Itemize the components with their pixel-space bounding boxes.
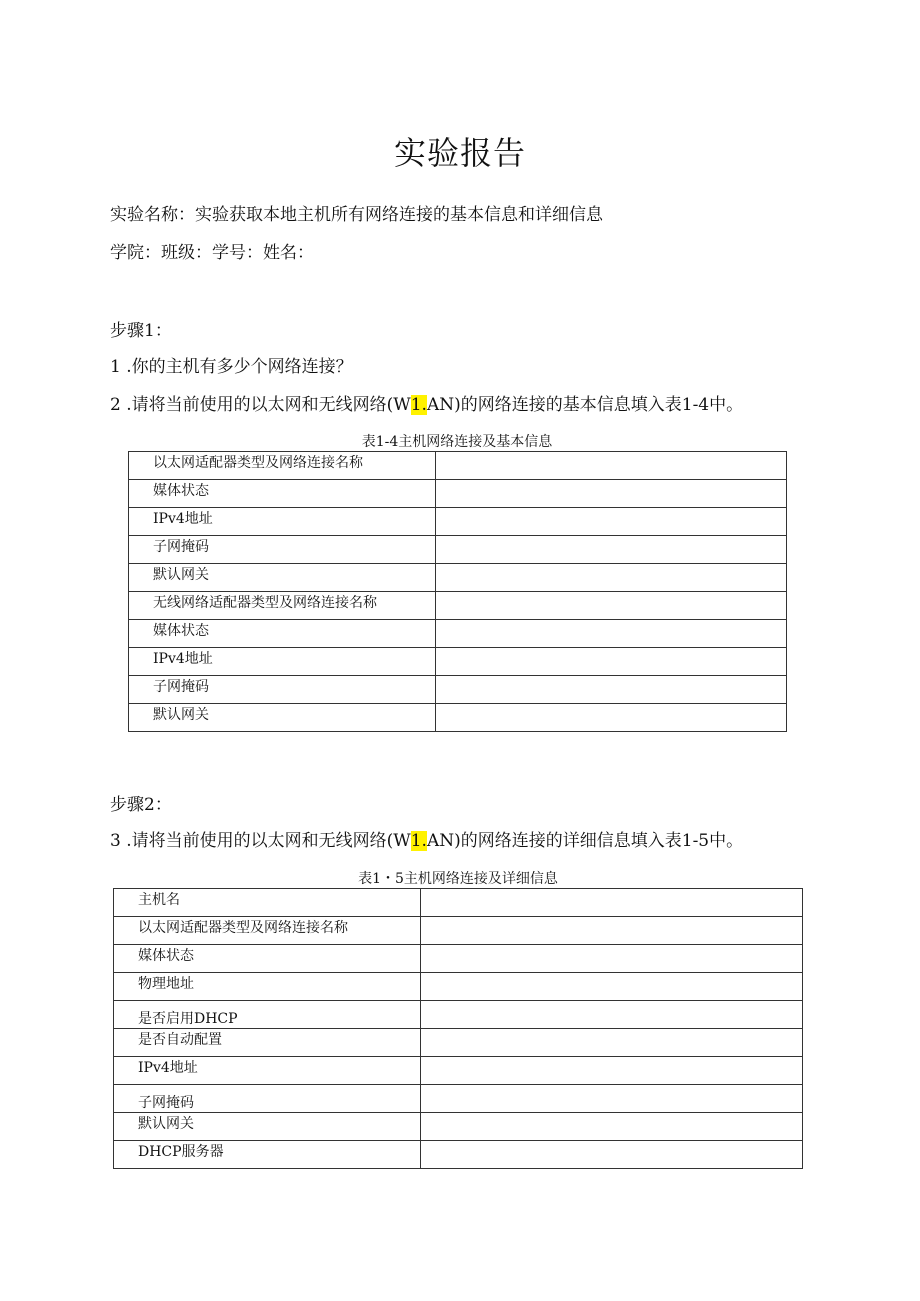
table-label: 媒体状态 [114,945,421,973]
table-label: 子网掩码 [129,536,436,564]
table-value-cell[interactable] [421,945,803,973]
table-value-cell[interactable] [436,508,787,536]
table-label: 子网掩码 [114,1085,421,1113]
table-value-cell[interactable] [436,480,787,508]
table-value-cell[interactable] [421,1113,803,1141]
table1-caption: 表1-4主机网络连接及基本信息 [361,434,553,450]
table-label: IPv4地址 [129,508,436,536]
question-3-prefix: 3 .请将当前使用的以太网和无线网络(W [110,831,411,851]
table-label: 无线网络适配器类型及网络连接名称 [129,592,436,620]
question-2-highlight: 1. [410,395,427,415]
table-label: 是否自动配置 [114,1029,421,1057]
table-row [114,889,803,917]
table-value-cell[interactable] [436,704,787,732]
table-label: 默认网关 [114,1113,421,1141]
table-label: 以太网适配器类型及网络连接名称 [114,917,421,945]
table-row [129,648,787,676]
question-3-highlight: 1. [410,831,427,851]
table-value-cell[interactable] [421,1141,803,1169]
table-row [114,1085,803,1113]
table-value-cell[interactable] [421,1085,803,1113]
table-value-cell[interactable] [421,917,803,945]
table-label: DHCP服务器 [114,1141,421,1169]
table-label: 默认网关 [129,704,436,732]
table-row [129,508,787,536]
table-value-cell[interactable] [436,452,787,480]
student-info: 学院：班级：学号：姓名： [110,243,314,263]
table-label: 物理地址 [114,973,421,1001]
question-2-suffix: AN)的网络连接的基本信息填入表1-4中。 [426,395,744,415]
table-value-cell[interactable] [421,973,803,1001]
table-label: 媒体状态 [129,480,436,508]
table-value-cell[interactable] [421,889,803,917]
table1 [128,451,787,732]
table-value-cell[interactable] [436,676,787,704]
table-row [114,1029,803,1057]
question-2-prefix: 2 .请将当前使用的以太网和无线网络(W [110,395,411,415]
table-row [114,1141,803,1169]
table-row [129,452,787,480]
table-row [129,704,787,732]
table-row [129,480,787,508]
table-value-cell[interactable] [436,564,787,592]
question-3-suffix: AN)的网络连接的详细信息填入表1-5中。 [426,831,744,851]
page-title: 实验报告 [393,134,526,172]
table2-caption: 表1・5主机网络连接及详细信息 [358,871,558,887]
table-row [129,564,787,592]
table-row [114,917,803,945]
table-row [114,1113,803,1141]
table-label: IPv4地址 [114,1057,421,1085]
question-3 [110,826,743,851]
question-2 [110,390,743,415]
table-label: 主机名 [114,889,421,917]
table-row [114,1057,803,1085]
question-1: 1 .你的主机有多少个网络连接？ [110,357,353,377]
table2 [113,888,803,1169]
table-row [129,592,787,620]
table-row [129,536,787,564]
table-row [129,620,787,648]
table-value-cell[interactable] [436,648,787,676]
table-value-cell[interactable] [436,620,787,648]
table-value-cell[interactable] [421,1057,803,1085]
table-label: IPv4地址 [129,648,436,676]
table-label: 默认网关 [129,564,436,592]
table-label: 以太网适配器类型及网络连接名称 [129,452,436,480]
table-row [114,973,803,1001]
table-value-cell[interactable] [421,1001,803,1029]
table-value-cell[interactable] [436,592,787,620]
step1-label: 步骤1： [110,321,172,341]
experiment-name: 实验名称：实验获取本地主机所有网络连接的基本信息和详细信息 [110,205,603,225]
table-row [129,676,787,704]
table-value-cell[interactable] [436,536,787,564]
step2-label: 步骤2： [110,795,172,815]
table-label: 是否启用DHCP [114,1001,421,1029]
table-label: 媒体状态 [129,620,436,648]
table-row [114,945,803,973]
table-label: 子网掩码 [129,676,436,704]
table-row [114,1001,803,1029]
table-value-cell[interactable] [421,1029,803,1057]
